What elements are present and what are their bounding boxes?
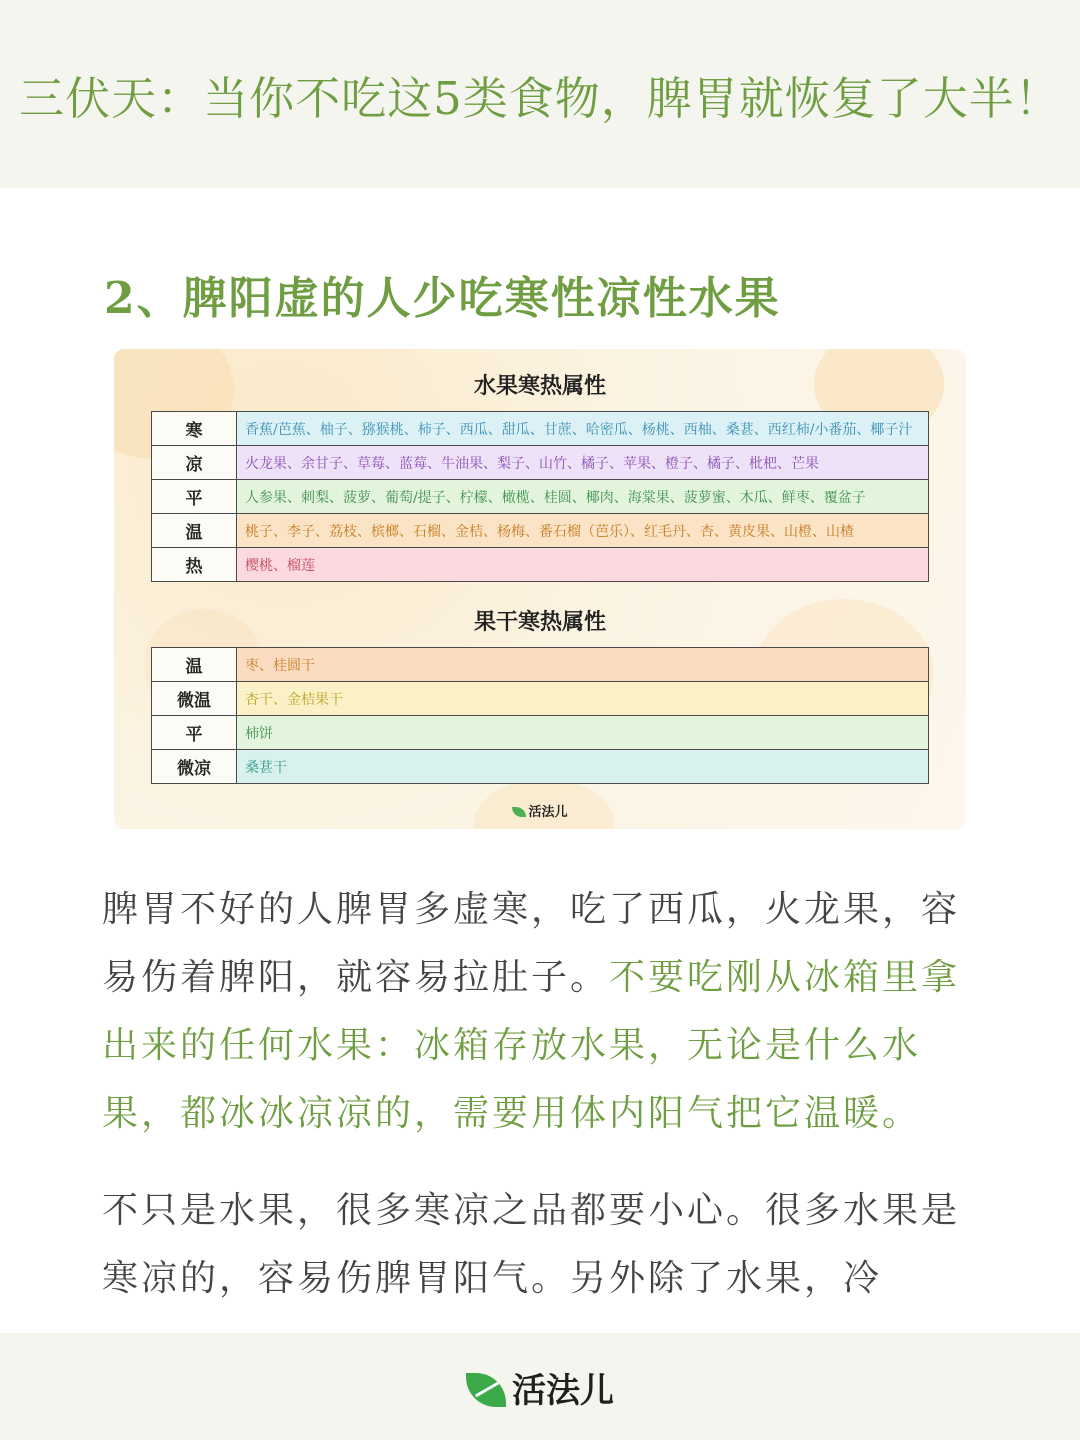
dried-fruit-table (151, 647, 929, 784)
footer (0, 1333, 1080, 1440)
leaf-icon (466, 1373, 506, 1407)
dried-table-title: 果干寒热属性 (473, 609, 606, 635)
row-label: 微温 (152, 682, 237, 716)
table-row (152, 750, 929, 784)
row-items: 桃子、李子、荔枝、槟榔、石榴、金桔、杨梅、番石榴（芭乐）、红毛丹、杏、黄皮果、山橙、山楂 (237, 514, 929, 548)
paragraph-1-text: 脾胃不好的人脾胃多虚寒，吃了西瓜，火龙果，容易伤着脾阳，就容易拉肚子。 (102, 889, 961, 998)
row-items: 香蕉/芭蕉、柚子、猕猴桃、柿子、西瓜、甜瓜、甘蔗、哈密瓜、杨桃、西柚、桑葚、西红柿/小番茄、椰子汁 (237, 412, 929, 446)
row-items: 杏干、金桔果干 (237, 682, 929, 716)
table-row (152, 412, 929, 446)
table-row (152, 514, 929, 548)
row-label: 微凉 (152, 750, 237, 784)
leaf-icon (512, 807, 526, 817)
footer-logo (0, 1363, 1080, 1412)
row-label: 寒 (152, 412, 237, 446)
row-items: 人参果、刺梨、菠萝、葡萄/提子、柠檬、橄榄、桂圆、椰肉、海棠果、菠萝蜜、木瓜、鲜枣、覆盆子 (237, 480, 929, 514)
row-label: 平 (152, 716, 237, 750)
paragraph-1 (102, 876, 982, 1148)
header-banner (0, 0, 1080, 188)
card-logo (114, 801, 966, 820)
paragraph-2: 不只是水果，很多寒凉之品都要小心。很多水果是寒凉的，容易伤脾胃阳气。另外除了水果，冷 (102, 1190, 961, 1299)
table-row (152, 548, 929, 582)
row-items: 枣、桂圆干 (237, 648, 929, 682)
table-row (152, 480, 929, 514)
fruit-table-title: 水果寒热属性 (473, 373, 606, 399)
table-row (152, 716, 929, 750)
row-items: 柿饼 (237, 716, 929, 750)
row-label: 热 (152, 548, 237, 582)
row-label: 凉 (152, 446, 237, 480)
row-label: 温 (152, 648, 237, 682)
card-logo-text: 活法儿 (528, 805, 568, 820)
footer-logo-text: 活法儿 (512, 1371, 614, 1411)
page-title: 三伏天：当你不吃这5类食物，脾胃就恢复了大半！ (19, 72, 1061, 125)
row-items: 樱桃、榴莲 (237, 548, 929, 582)
row-items: 火龙果、余甘子、草莓、蓝莓、牛油果、梨子、山竹、橘子、苹果、橙子、橘子、枇杷、芒果 (237, 446, 929, 480)
fruit-table (151, 411, 929, 582)
row-label: 平 (152, 480, 237, 514)
fruit-property-card (114, 349, 966, 829)
row-label: 温 (152, 514, 237, 548)
table-row (152, 446, 929, 480)
table-row (152, 648, 929, 682)
table-row (152, 682, 929, 716)
paragraph-1-highlight: 不要吃刚从冰箱里拿出来的任何水果：冰箱存放水果，无论是什么水果，都冰冰凉凉的，需要用体内阳气把它温暖。 (102, 957, 961, 1134)
row-items: 桑葚干 (237, 750, 929, 784)
section-heading: 2、脾阳虚的人少吃寒性凉性水果 (104, 273, 781, 324)
